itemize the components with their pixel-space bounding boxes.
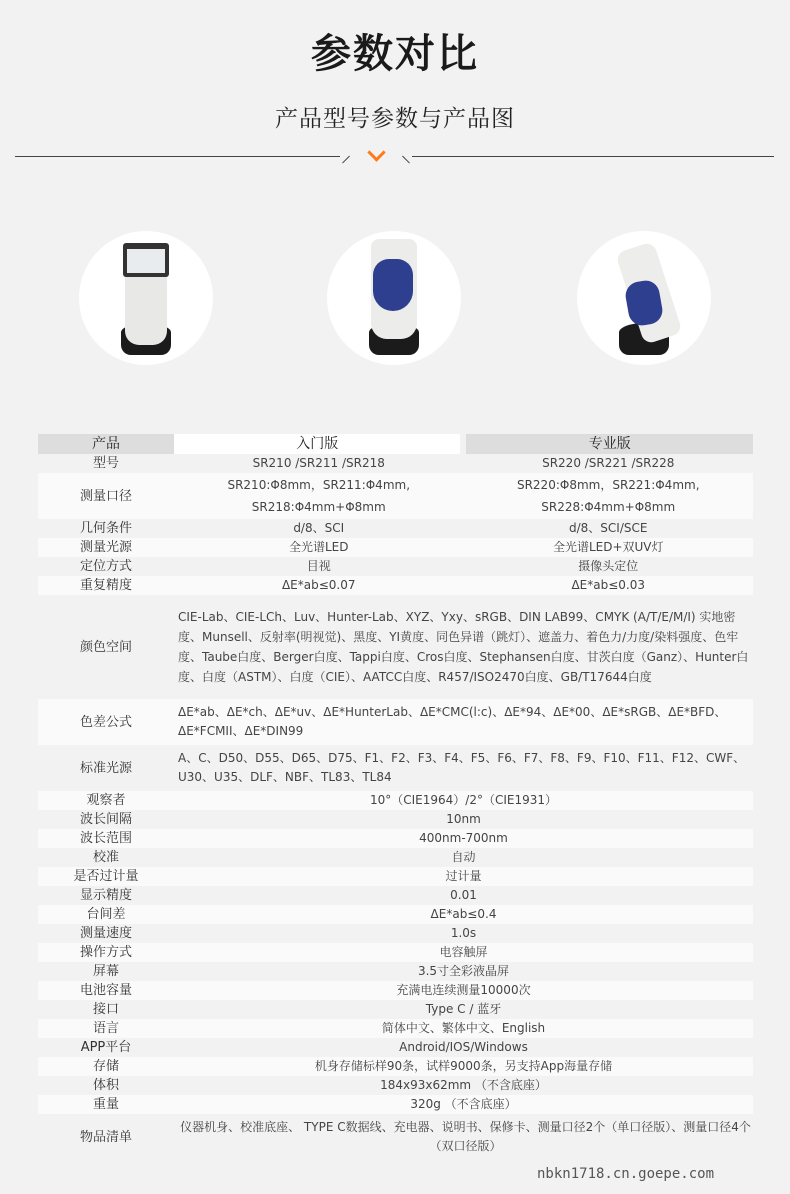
table-header-row <box>38 434 753 454</box>
row-value: 400nm-700nm <box>174 829 753 848</box>
row-label: 测量口径 <box>38 473 174 519</box>
row-label: 是否过计量 <box>38 867 174 886</box>
row-label: 颜色空间 <box>79 639 132 655</box>
header-label: 产品 <box>38 434 174 454</box>
row-value: 电容触屏 <box>174 943 753 962</box>
row-label: 标准光源 <box>79 760 132 776</box>
row-pro-line2: SR228:Φ4mm+Φ8mm <box>541 500 676 514</box>
row-label: 显示精度 <box>79 888 132 903</box>
row-entry-value: d/8、SCI <box>293 521 345 535</box>
row-value: 自动 <box>451 850 476 864</box>
row-value: 机身存储标样90条，试样9000条，另支持App海量存储 <box>174 1057 753 1076</box>
row-label: 接口 <box>92 1002 119 1017</box>
product-image-pro <box>327 231 461 365</box>
row-value: 10nm <box>446 812 481 826</box>
table-row <box>38 1038 753 1057</box>
page-subtitle: 产品型号参数与产品图 <box>275 106 515 132</box>
table-row <box>38 454 753 473</box>
table-row <box>38 557 753 576</box>
row-value: 1.0s <box>450 926 477 940</box>
table-row-color-diff <box>38 699 753 745</box>
row-entry-value: ΔE*ab≤0.07 <box>174 576 463 595</box>
row-pro-value: d/8、SCI/SCE <box>569 521 648 535</box>
row-label: 屏幕 <box>92 964 119 979</box>
row-label: 体积 <box>92 1078 119 1093</box>
row-pro-line1: SR220:Φ8mm，SR221:Φ4mm, <box>516 478 700 492</box>
table-row-packing <box>38 1114 753 1160</box>
row-label: 色差公式 <box>38 699 174 745</box>
table-row <box>38 848 753 867</box>
row-value: 过计量 <box>174 867 753 886</box>
row-label: 重复精度 <box>38 576 174 595</box>
row-label: 校准 <box>92 850 119 865</box>
table-row <box>38 538 753 557</box>
table-row <box>38 519 753 538</box>
product-image-pro-angled <box>577 231 711 365</box>
row-label: 台间差 <box>38 905 174 924</box>
device-screen <box>123 243 169 277</box>
row-value: CIE-Lab、CIE-LCh、Luv、Hunter-Lab、XYZ、Yxy、sRGB、DIN LAB99、CMYK (A/T/E/M/I) 实地密度、Munsell、反射率(明视觉)、黑度、YI黄度、同色异谱（跳灯）、遮盖力、着色力/力度/染料强度、色牢度、Taube白度、Berger白度、Tappi白度、Cros白度、Stephansen白度、甘茨白度（Ganz）、Hunter白度、白度（ASTM）、白度（CIE）、AATCC白度、R457/ISO2470白度、GB/T17644白度 <box>178 610 749 684</box>
row-pro-value: 全光谱LED+双UV灯 <box>463 538 753 557</box>
row-pro-value <box>463 473 753 519</box>
row-entry-line1: SR210:Φ8mm，SR211:Φ4mm, <box>227 478 411 492</box>
row-value: Android/IOS/Windows <box>399 1040 528 1054</box>
page-title: 参数对比 <box>311 31 479 77</box>
table-row <box>38 867 753 886</box>
row-label: 波长范围 <box>38 829 174 848</box>
row-value: 3.5寸全彩液晶屏 <box>417 964 510 978</box>
watermark: nbkn1718.cn.goepe.com <box>537 1166 715 1182</box>
table-row <box>38 810 753 829</box>
row-pro-value: SR220 /SR221 /SR228 <box>542 456 675 470</box>
table-row <box>38 943 753 962</box>
divider-right <box>412 156 774 157</box>
spec-table <box>38 434 753 1160</box>
row-label: 重量 <box>38 1095 174 1114</box>
row-entry-value: 全光谱LED <box>174 538 463 557</box>
row-label: 型号 <box>92 456 119 471</box>
row-label: 几何条件 <box>79 521 132 536</box>
table-row <box>38 576 753 595</box>
header-entry: 入门版 <box>174 434 463 454</box>
row-label: 存储 <box>38 1057 174 1076</box>
row-value: 仪器机身、校准底座、 TYPE C数据线、充电器、说明书、保修卡、测量口径2个（单口径版）、测量口径4个（双口径版） <box>180 1120 751 1153</box>
row-value: 184x93x62mm （不含底座） <box>380 1078 547 1092</box>
table-row <box>38 1019 753 1038</box>
table-row <box>38 1057 753 1076</box>
row-label: 观察者 <box>38 791 174 810</box>
row-value: Type C / 蓝牙 <box>425 1002 502 1016</box>
table-row <box>38 829 753 848</box>
row-entry-value <box>174 473 463 519</box>
row-label: 测量光源 <box>38 538 174 557</box>
table-row-illuminants <box>38 745 753 791</box>
row-value: 0.01 <box>450 888 477 902</box>
row-entry-value: 目视 <box>306 559 331 573</box>
row-label: 物品清单 <box>79 1129 132 1145</box>
header-pro: 专业版 <box>463 434 753 454</box>
table-row <box>38 886 753 905</box>
row-value: A、C、D50、D55、D65、D75、F1、F2、F3、F4、F5、F6、F7、F8、F9、F10、F11、F12、CWF、U30、U35、DLF、NBF、TL83、TL84 <box>178 751 746 784</box>
row-label: APP平台 <box>80 1040 132 1055</box>
table-row <box>38 1095 753 1114</box>
row-label: 语言 <box>38 1019 174 1038</box>
table-row-color-space <box>38 595 753 699</box>
row-value: 320g （不含底座） <box>174 1095 753 1114</box>
row-value: 简体中文、繁体中文、English <box>174 1019 753 1038</box>
device-grip <box>373 259 413 311</box>
table-row <box>38 1076 753 1095</box>
row-pro-value: ΔE*ab≤0.03 <box>463 576 753 595</box>
row-label: 操作方式 <box>38 943 174 962</box>
row-entry-value: SR210 /SR211 /SR218 <box>252 456 385 470</box>
row-value: 10°（CIE1964）/2°（CIE1931） <box>174 791 753 810</box>
divider-left <box>15 156 340 157</box>
table-row <box>38 905 753 924</box>
row-value: ΔE*ab≤0.4 <box>174 905 753 924</box>
row-entry-line2: SR218:Φ4mm+Φ8mm <box>251 500 386 514</box>
row-label: 波长间隔 <box>79 812 132 827</box>
row-value: ΔE*ab、ΔE*ch、ΔE*uv、ΔE*HunterLab、ΔE*CMC(l:c)、ΔE*94、ΔE*00、ΔE*sRGB、ΔE*BFD、ΔE*FCMII、ΔE*DIN99 <box>174 699 753 745</box>
row-pro-value: 摄像头定位 <box>578 559 639 573</box>
table-row <box>38 981 753 1000</box>
row-label: 定位方式 <box>79 559 132 574</box>
table-row <box>38 962 753 981</box>
table-row <box>38 473 753 519</box>
row-label: 测量速度 <box>79 926 132 941</box>
table-row <box>38 791 753 810</box>
product-image-entry <box>79 231 213 365</box>
row-label: 电池容量 <box>38 981 174 1000</box>
row-value: 充满电连续测量10000次 <box>174 981 753 1000</box>
table-row <box>38 1000 753 1019</box>
chevron-down-icon <box>367 143 385 161</box>
table-row <box>38 924 753 943</box>
